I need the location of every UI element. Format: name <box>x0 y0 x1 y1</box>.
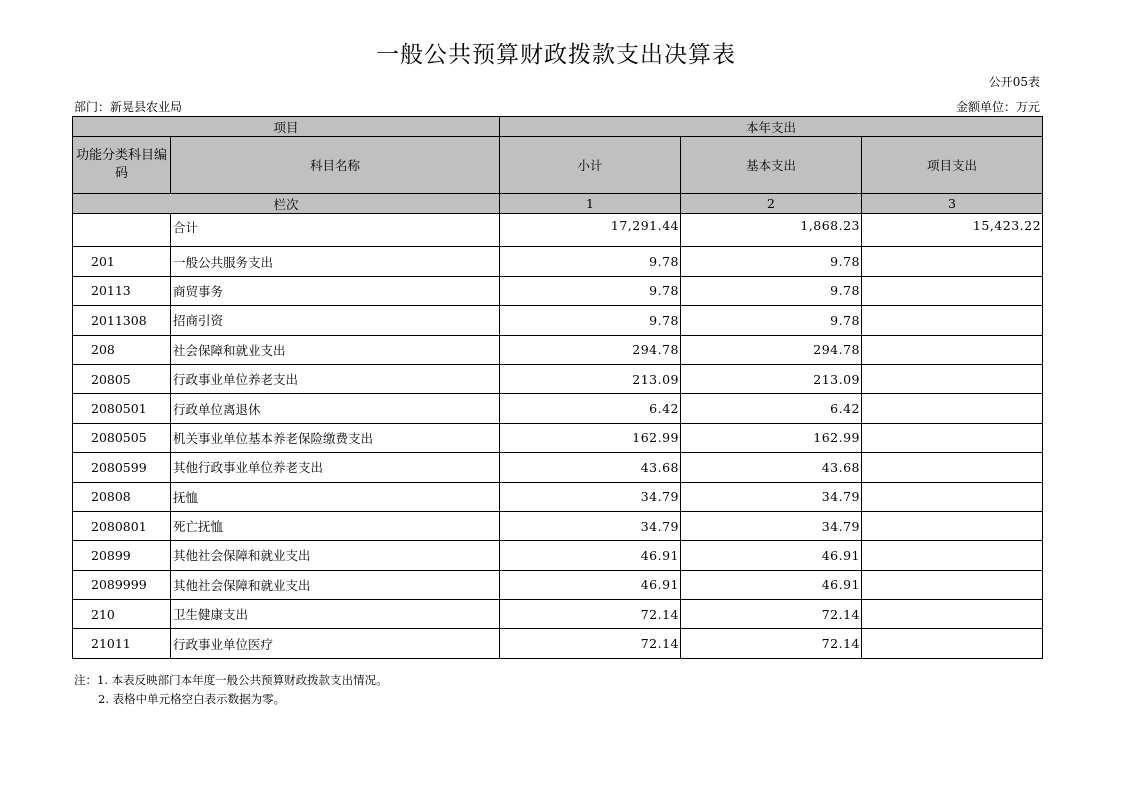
row-subject-name: 行政事业单位养老支出 <box>171 364 500 393</box>
row-code: 2011308 <box>73 306 171 335</box>
row-subtotal: 72.14 <box>500 600 681 629</box>
total-label: 合计 <box>171 214 500 247</box>
table-row <box>73 364 1043 393</box>
row-subtotal: 34.79 <box>500 511 681 540</box>
table-row <box>73 335 1043 364</box>
notes <box>74 671 388 709</box>
row-subtotal: 46.91 <box>500 541 681 570</box>
row-subject-name: 一般公共服务支出 <box>171 247 500 276</box>
row-code: 210 <box>73 600 171 629</box>
table-row <box>73 511 1043 540</box>
total-basic: 1,868.23 <box>681 214 862 247</box>
row-subject-name: 机关事业单位基本养老保险缴费支出 <box>171 423 500 452</box>
total-row <box>73 214 1043 247</box>
row-subtotal: 294.78 <box>500 335 681 364</box>
row-basic: 9.78 <box>681 276 862 305</box>
row-subject-name: 社会保障和就业支出 <box>171 335 500 364</box>
row-subtotal: 46.91 <box>500 570 681 599</box>
table-row <box>73 570 1043 599</box>
row-basic: 72.14 <box>681 600 862 629</box>
report-title: 一般公共预算财政拨款支出决算表 <box>376 42 736 68</box>
row-project <box>862 364 1043 393</box>
row-subtotal: 43.68 <box>500 453 681 482</box>
row-basic: 34.79 <box>681 482 862 511</box>
row-basic: 46.91 <box>681 570 862 599</box>
row-code: 2080501 <box>73 394 171 423</box>
row-subject-name: 行政事业单位医疗 <box>171 629 500 658</box>
row-project <box>862 335 1043 364</box>
header-subtotal: 小计 <box>500 137 681 194</box>
row-basic: 9.78 <box>681 247 862 276</box>
row-subject-name: 其他社会保障和就业支出 <box>171 570 500 599</box>
row-code: 2080599 <box>73 453 171 482</box>
row-basic: 9.78 <box>681 306 862 335</box>
row-basic: 213.09 <box>681 364 862 393</box>
row-subject-name: 卫生健康支出 <box>171 600 500 629</box>
row-project <box>862 247 1043 276</box>
table-row <box>73 247 1043 276</box>
row-subtotal: 162.99 <box>500 423 681 452</box>
amount-unit-label: 金额单位：万元 <box>955 100 1040 114</box>
row-project <box>862 276 1043 305</box>
row-code: 20899 <box>73 541 171 570</box>
form-number: 公开05表 <box>988 75 1040 89</box>
row-subject-name: 其他行政事业单位养老支出 <box>171 453 500 482</box>
row-code: 21011 <box>73 629 171 658</box>
row-project <box>862 629 1043 658</box>
row-subtotal: 9.78 <box>500 247 681 276</box>
row-project <box>862 541 1043 570</box>
table-row <box>73 423 1043 452</box>
row-subject-name: 商贸事务 <box>171 276 500 305</box>
table-row <box>73 453 1043 482</box>
row-code: 2080505 <box>73 423 171 452</box>
row-subject-name: 其他社会保障和就业支出 <box>171 541 500 570</box>
table-row <box>73 394 1043 423</box>
row-basic: 6.42 <box>681 394 862 423</box>
row-subject-name: 招商引资 <box>171 306 500 335</box>
header-project: 项目 <box>73 117 500 137</box>
table-row <box>73 541 1043 570</box>
header-subject-name: 科目名称 <box>171 137 500 194</box>
header-basic: 基本支出 <box>681 137 862 194</box>
table-row <box>73 276 1043 305</box>
row-basic: 34.79 <box>681 511 862 540</box>
row-project <box>862 306 1043 335</box>
row-code: 20808 <box>73 482 171 511</box>
row-subtotal: 72.14 <box>500 629 681 658</box>
row-basic: 294.78 <box>681 335 862 364</box>
expenditure-table <box>72 116 1043 659</box>
department-label: 部门：新晃县农业局 <box>74 100 183 114</box>
row-code: 208 <box>73 335 171 364</box>
header-col-2: 2 <box>681 194 862 214</box>
table-row <box>73 629 1043 658</box>
row-project <box>862 394 1043 423</box>
row-project <box>862 570 1043 599</box>
row-project <box>862 600 1043 629</box>
table-row <box>73 306 1043 335</box>
row-code: 2089999 <box>73 570 171 599</box>
header-col-1: 1 <box>500 194 681 214</box>
total-subtotal: 17,291.44 <box>500 214 681 247</box>
row-basic: 72.14 <box>681 629 862 658</box>
total-project: 15,423.22 <box>862 214 1043 247</box>
header-col-3: 3 <box>862 194 1043 214</box>
row-code: 2080801 <box>73 511 171 540</box>
row-basic: 46.91 <box>681 541 862 570</box>
row-basic: 162.99 <box>681 423 862 452</box>
header-project-exp: 项目支出 <box>862 137 1043 194</box>
header-current-year: 本年支出 <box>500 117 1043 137</box>
row-subtotal: 34.79 <box>500 482 681 511</box>
row-project <box>862 511 1043 540</box>
row-project <box>862 423 1043 452</box>
row-project <box>862 453 1043 482</box>
row-basic: 43.68 <box>681 453 862 482</box>
header-column-order: 栏次 <box>73 194 500 214</box>
table-row <box>73 600 1043 629</box>
note-1: 注：1. 本表反映部门本年度一般公共预算财政拨款支出情况。 <box>74 673 388 687</box>
row-subtotal: 9.78 <box>500 276 681 305</box>
row-code: 201 <box>73 247 171 276</box>
row-subtotal: 9.78 <box>500 306 681 335</box>
total-code <box>73 214 171 247</box>
row-subtotal: 213.09 <box>500 364 681 393</box>
row-project <box>862 482 1043 511</box>
row-subject-name: 死亡抚恤 <box>171 511 500 540</box>
table-row <box>73 482 1043 511</box>
note-2: 2. 表格中单元格空白表示数据为零。 <box>98 692 286 706</box>
row-code: 20805 <box>73 364 171 393</box>
row-subject-name: 行政单位离退休 <box>171 394 500 423</box>
row-subtotal: 6.42 <box>500 394 681 423</box>
row-subject-name: 抚恤 <box>171 482 500 511</box>
header-func-code: 功能分类科目编码 <box>73 137 171 194</box>
row-code: 20113 <box>73 276 171 305</box>
